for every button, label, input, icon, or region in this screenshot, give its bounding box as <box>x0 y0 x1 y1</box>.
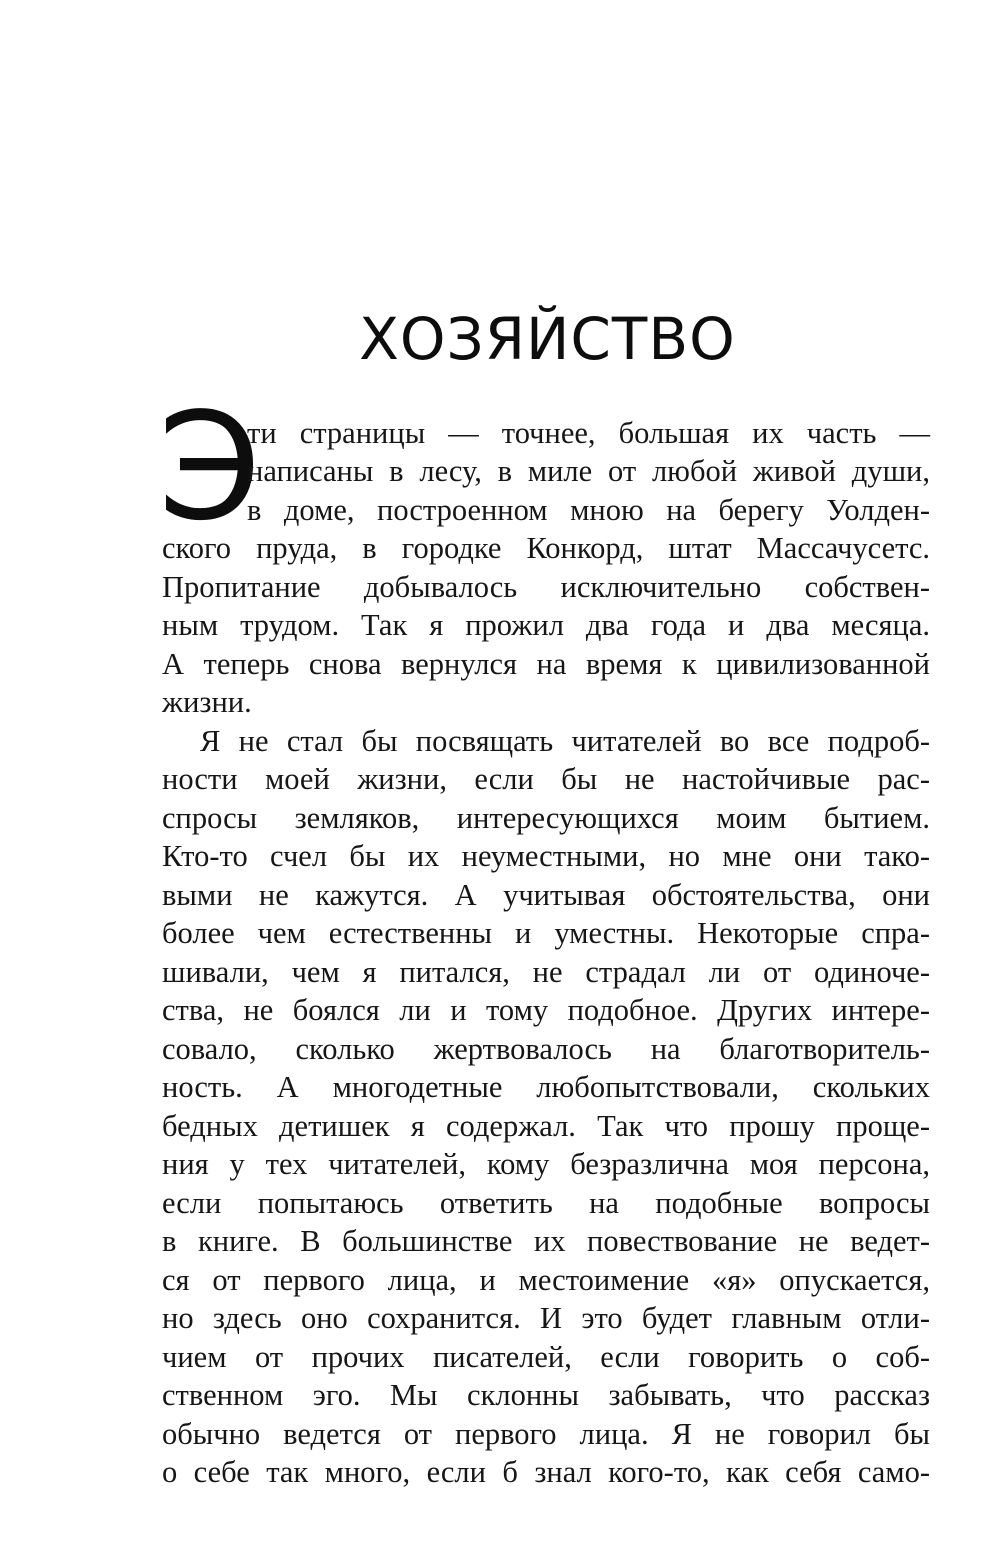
text-line: но здесь оно сохранится. И это будет главным отли- <box>162 1301 930 1335</box>
chapter-title: ХОЗЯЙСТВО <box>359 305 736 373</box>
text-line: в книге. В большинстве их повествование не ведет- <box>162 1224 930 1258</box>
text-line: Я не стал бы посвящать читателей во все подроб- <box>200 724 930 758</box>
text-line: о себе так много, если б знал кого-то, как себя само- <box>162 1455 930 1489</box>
text-line: выми не кажутся. А учитывая обстоятельства, они <box>162 878 930 912</box>
text-line: если попытаюсь ответить на подобные вопросы <box>162 1186 930 1220</box>
text-line: шивали, чем я питался, не страдал ли от одиноче- <box>162 955 930 989</box>
text-line: ства, не боялся ли и тому подобное. Других интере- <box>162 993 930 1027</box>
text-line: спросы земляков, интересующихся моим бытием. <box>162 801 930 835</box>
text-line: более чем естественны и уместны. Некоторые спра- <box>162 916 930 950</box>
drop-cap: Э <box>158 381 262 553</box>
text-line: в доме, построенном мною на берегу Уолден- <box>247 493 930 527</box>
text-line: ся от первого лица, и местоимение «я» опускается, <box>162 1263 930 1297</box>
text-line: ния у тех читателей, кому безразлична моя персона, <box>162 1147 930 1181</box>
text-line: бедных детишек я содержал. Так что прошу проще- <box>162 1109 930 1143</box>
text-line: А теперь снова вернулся на время к цивилизованной <box>162 647 930 681</box>
text-line: чием от прочих писателей, если говорить о соб- <box>162 1340 930 1374</box>
text-line: ность. А многодетные любопытствовали, скольких <box>162 1070 930 1104</box>
text-line: Кто-то счел бы их неуместными, но мне они тако- <box>162 839 930 873</box>
text-line: обычно ведется от первого лица. Я не говорил бы <box>162 1417 930 1451</box>
text-line: ности моей жизни, если бы не настойчивые рас- <box>162 762 930 796</box>
text-line: Пропитание добывалось исключительно собствен- <box>162 570 930 604</box>
text-line: ственном эго. Мы склонны забывать, что рассказ <box>162 1378 930 1412</box>
text-line: жизни. <box>162 685 252 719</box>
text-line: ным трудом. Так я прожил два года и два месяца. <box>162 608 930 642</box>
text-line: ского пруда, в городке Конкорд, штат Массачусетс. <box>162 531 930 565</box>
text-line: ти страницы — точнее, большая их часть — <box>247 416 930 450</box>
text-line: написаны в лесу, в миле от любой живой души, <box>247 454 930 488</box>
text-line: совало, сколько жертвовалось на благотворитель- <box>162 1032 930 1066</box>
